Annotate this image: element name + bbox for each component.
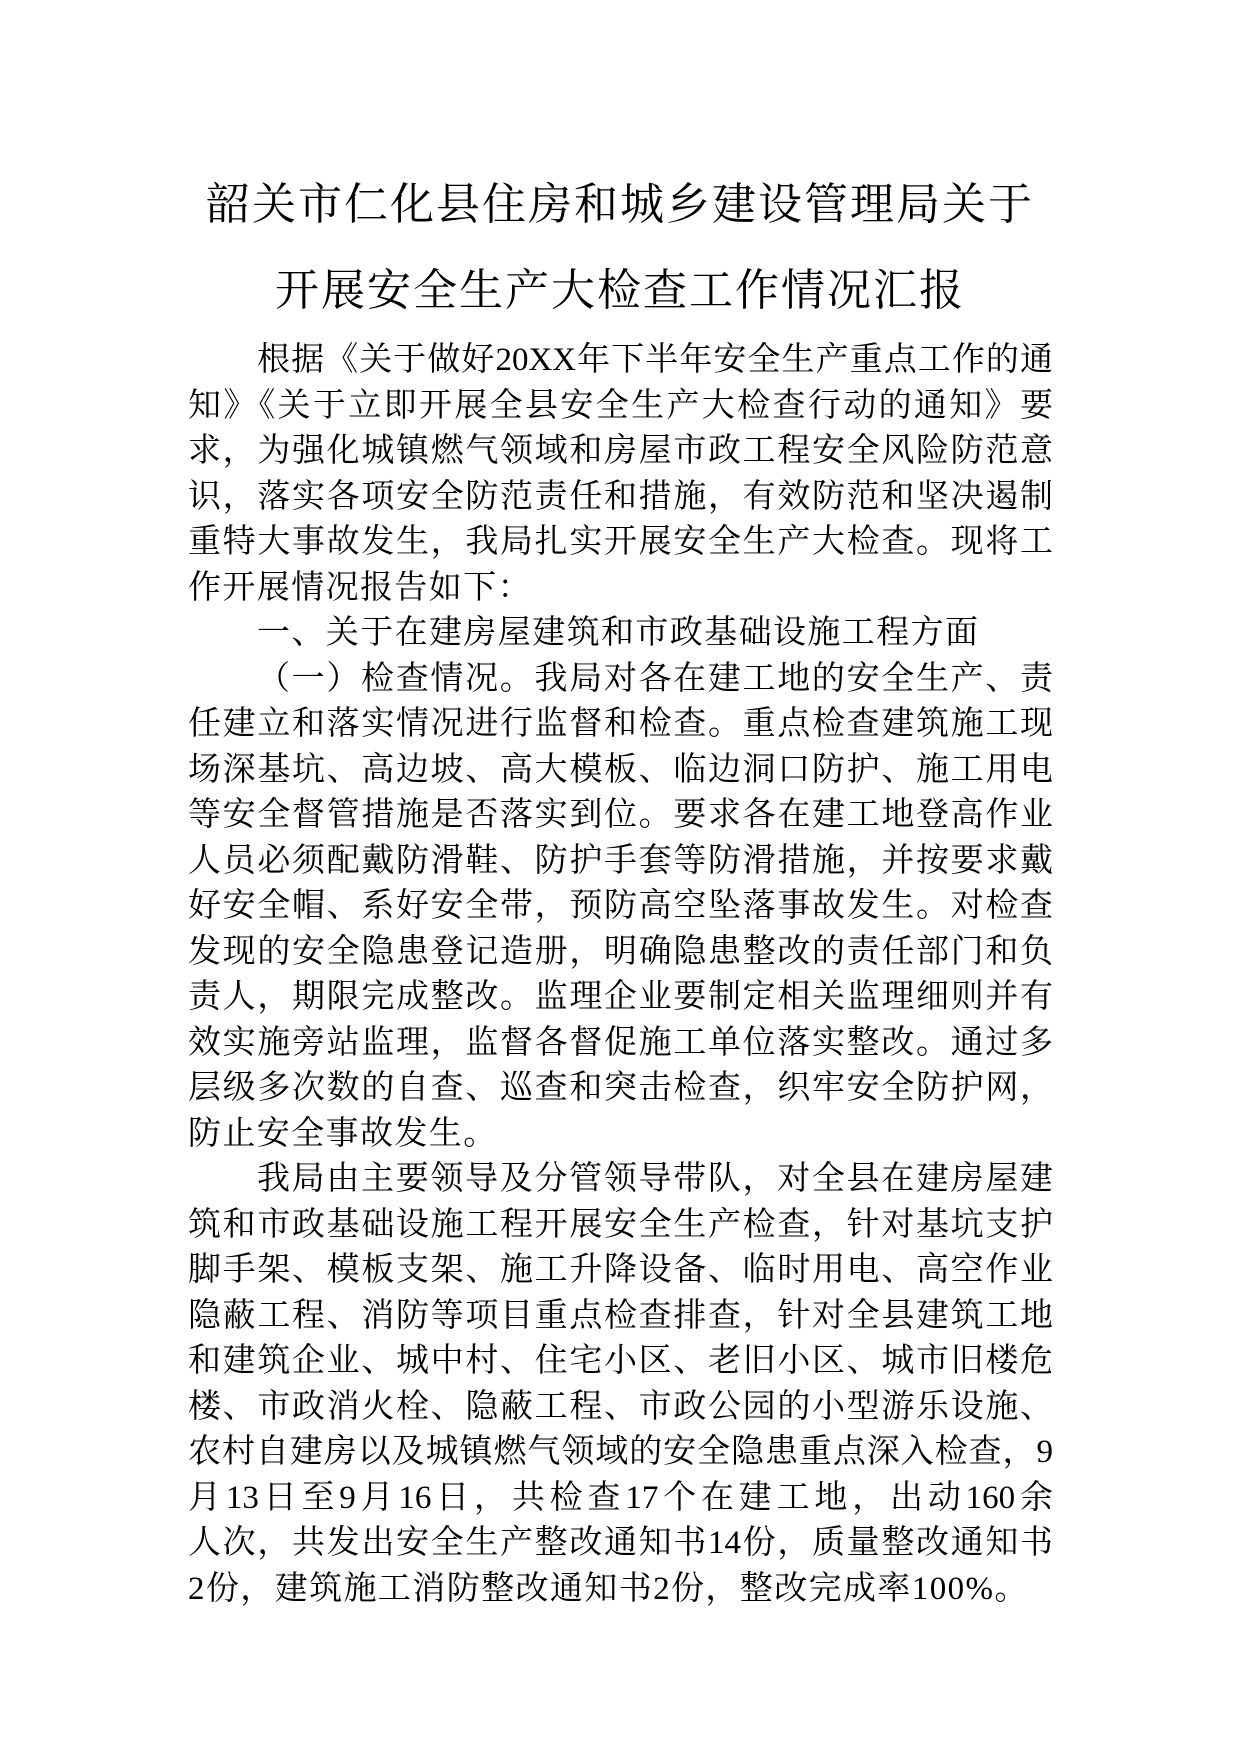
paragraph-line: 知》《关于立即开展全县安全生产大检查行动的通知》要 [188, 387, 1053, 424]
paragraph-line: 人员必须配戴防滑鞋、防护手套等防滑措施，并按要求戴 [188, 842, 1053, 879]
paragraph-line: 筑和市政基础设施工程开展安全生产检查，针对基坑支护 [188, 1206, 1053, 1243]
paragraph-line: 农村自建房以及城镇燃气领域的安全隐患重点深入检查，9 [188, 1434, 1053, 1470]
paragraph-line: 2份，建筑施工消防整改通知书2份，整改完成率100%。 [188, 1570, 1029, 1607]
paragraph-line: 人次，共发出安全生产整改通知书14份，质量整改通知书 [188, 1525, 1053, 1561]
paragraph-line: 责人，期限完成整改。监理企业要制定相关监理细则并有 [188, 979, 1053, 1015]
paragraph-line: 隐蔽工程、消防等项目重点检查排查，针对全县建筑工地 [188, 1297, 1053, 1334]
document-title [0, 162, 1240, 334]
paragraph-line: 重特大事故发生，我局扎实开展安全生产大检查。现将工 [188, 524, 1053, 560]
title-line-2: 开展安全生产大检查工作情况汇报 [275, 265, 965, 316]
paragraph-line: 等安全督管措施是否落实到位。要求各在建工地登高作业 [188, 797, 1053, 833]
paragraph-line: 作开展情况报告如下： [188, 569, 532, 606]
paragraph-line: 好安全帽、系好安全带，预防高空坠落事故发生。对检查 [188, 888, 1053, 924]
paragraph-line: 求，为强化城镇燃气领域和房屋市政工程安全风险防范意 [188, 433, 1053, 469]
paragraph-line: 月13日至9月16日，共检查17个在建工地，出动160余 [188, 1479, 1053, 1516]
paragraph-line: 我局由主要领导及分管领导带队，对全县在建房屋建 [257, 1161, 1053, 1197]
paragraph-line: 楼、市政消火栓、隐蔽工程、市政公园的小型游乐设施、 [188, 1388, 1053, 1425]
paragraph-line: 场深基坑、高边坡、高大模板、临边洞口防护、施工用电 [188, 751, 1053, 788]
paragraph-line: （一）检查情况。我局对各在建工地的安全生产、责 [257, 660, 1053, 697]
paragraph-line: 防止安全事故发生。 [188, 1115, 498, 1152]
document-body [188, 338, 1053, 1612]
paragraph-line: 根据《关于做好20XX年下半年安全生产重点工作的通 [257, 342, 1053, 378]
paragraph-line: 发现的安全隐患登记造册，明确隐患整改的责任部门和负 [188, 933, 1053, 970]
paragraph-line: 脚手架、模板支架、施工升降设备、临时用电、高空作业 [188, 1252, 1053, 1288]
paragraph-intro [188, 338, 1053, 611]
paragraph-line: 识，落实各项安全防范责任和措施，有效防范和坚决遏制 [188, 478, 1053, 515]
paragraph-leadership-check [188, 1157, 1053, 1612]
paragraph-line: 层级多次数的自查、巡查和突击检查，织牢安全防护网， [188, 1070, 1053, 1106]
paragraph-line: 和建筑企业、城中村、住宅小区、老旧小区、城市旧楼危 [188, 1343, 1053, 1379]
title-line-1: 韶关市仁化县住房和城乡建设管理局关于 [206, 179, 1034, 230]
paragraph-line: 效实施旁站监理，监督各督促施工单位落实整改。通过多 [188, 1024, 1053, 1061]
paragraph-inspection [188, 657, 1053, 1158]
section-heading: 一、关于在建房屋建筑和市政基础设施工程方面 [257, 615, 980, 651]
paragraph-line: 任建立和落实情况进行监督和检查。重点检查建筑施工现 [188, 706, 1053, 742]
